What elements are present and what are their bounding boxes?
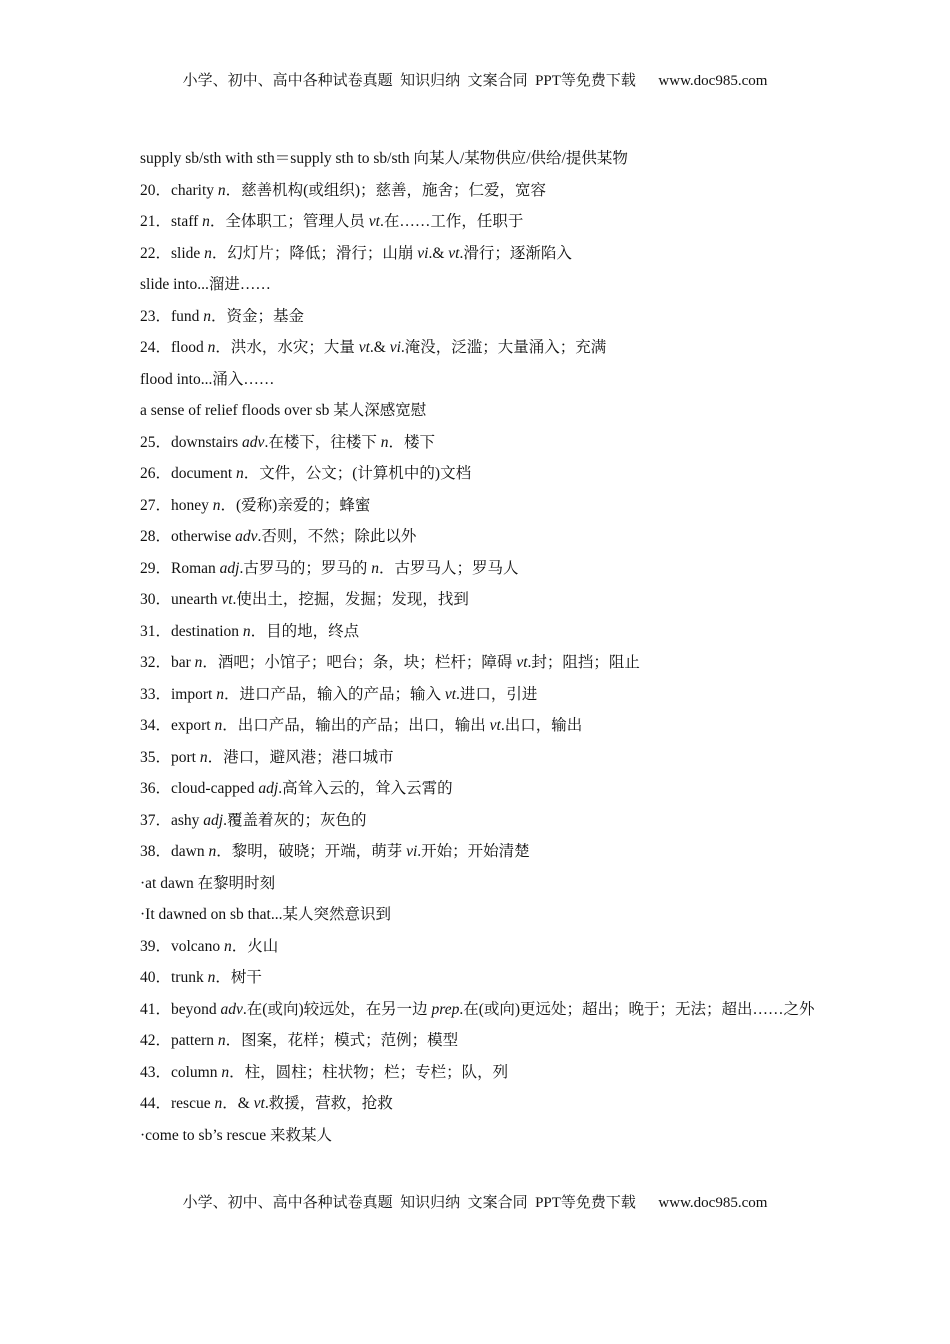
- vocab-line: [140, 679, 812, 711]
- vocab-line: [140, 395, 812, 427]
- part-of-speech: n: [380, 433, 389, 451]
- part-of-speech: adv: [220, 1000, 243, 1018]
- line-text: 21．staff: [140, 213, 203, 230]
- part-of-speech: n: [207, 969, 216, 986]
- part-of-speech: n: [217, 181, 226, 199]
- line-text: ．柱，圆柱；柱状物；栏；专栏；队，列: [229, 1063, 509, 1081]
- line-text: 37．ashy: [140, 811, 204, 829]
- vocab-line: [140, 899, 812, 931]
- line-text: ．资金；基金: [211, 307, 305, 325]
- part-of-speech: n: [242, 622, 251, 640]
- part-of-speech: n: [221, 1063, 230, 1081]
- vocab-line: [140, 143, 812, 175]
- part-of-speech: n: [199, 748, 208, 766]
- line-text: 32．bar: [140, 654, 195, 671]
- line-text: .在(或向)较远处，在另一边: [242, 1000, 432, 1018]
- part-of-speech: n: [371, 559, 379, 577]
- vocab-line: [140, 1057, 812, 1089]
- vocab-line: [140, 553, 812, 585]
- line-text: ．港口，避风港；港口城市: [207, 748, 394, 766]
- vocab-line: [140, 994, 815, 1026]
- line-text: .滑行；逐渐陷入: [459, 244, 572, 262]
- line-text: ．出口产品，输出的产品；出口，输出: [222, 717, 490, 734]
- part-of-speech: n: [236, 465, 244, 482]
- part-of-speech: n: [214, 717, 223, 734]
- part-of-speech: vt: [516, 654, 528, 671]
- line-text: .否则，不然；除此以外: [257, 528, 417, 545]
- line-text: ．全体职工；管理人员: [209, 213, 369, 230]
- line-text: 38．dawn: [140, 843, 209, 860]
- part-of-speech: vt: [444, 685, 457, 703]
- vocab-line: [140, 1120, 812, 1152]
- line-text: ．慈善机构(或组织)；慈善，施舍；仁爱，宽容: [225, 181, 546, 199]
- line-text: .高耸入云的，耸入云霄的: [278, 780, 453, 797]
- part-of-speech: vt: [221, 591, 233, 608]
- line-text: 42．pattern: [140, 1032, 218, 1049]
- vocab-line: [140, 206, 812, 238]
- vocab-line: [140, 175, 812, 207]
- line-text: .在(或向)更远处；超出；晚于；无法；超出……之外: [459, 1000, 815, 1018]
- line-text: 24．flood: [140, 339, 208, 356]
- line-text: .使出土，挖掘，发掘；发现，找到: [232, 591, 469, 608]
- part-of-speech: n: [208, 843, 217, 860]
- part-of-speech: adv: [235, 528, 258, 545]
- line-text: ．酒吧；小馆子；吧台；条，块；栏杆；障碍: [202, 654, 517, 671]
- vocab-line: [140, 301, 812, 333]
- line-text: ．进口产品，输入的产品；输入: [223, 685, 445, 703]
- line-text: .在……工作，任职于: [379, 213, 524, 230]
- line-text: ．文件，公文；(计算机中的)文档: [243, 465, 472, 482]
- line-text: ．洪水，水灾；大量: [215, 339, 359, 356]
- line-text: 23．fund: [140, 307, 204, 325]
- line-text: 30．unearth: [140, 591, 222, 608]
- line-text: .封；阻挡；阻止: [527, 654, 640, 671]
- part-of-speech: n: [204, 244, 212, 262]
- line-text: flood into...涌入……: [140, 370, 275, 388]
- line-text: 31．destination: [140, 622, 243, 640]
- line-text: 27．honey: [140, 496, 213, 514]
- part-of-speech: vt: [368, 213, 380, 230]
- vocab-line: [140, 238, 812, 270]
- vocab-line: [140, 584, 812, 616]
- vocab-line: [140, 427, 812, 459]
- part-of-speech: n: [223, 937, 232, 955]
- vocab-line: [140, 269, 812, 301]
- line-text: a sense of relief floods over sb 某人深感宽慰: [140, 402, 427, 419]
- vocab-line: [140, 364, 812, 396]
- line-text: 36．cloud-capped: [140, 780, 259, 797]
- line-text: .&: [428, 244, 449, 262]
- part-of-speech: vi: [406, 843, 418, 860]
- line-text: ．幻灯片；降低；滑行；山崩: [211, 244, 418, 262]
- line-text: 44．rescue: [140, 1095, 215, 1112]
- part-of-speech: n: [194, 654, 203, 671]
- line-text: ．目的地，终点: [250, 622, 360, 640]
- line-text: ．古罗马人；罗马人: [378, 559, 519, 577]
- vocab-line: [140, 521, 812, 553]
- line-text: ．楼下: [388, 433, 435, 451]
- line-text: ．火山: [231, 937, 279, 955]
- line-text: 33．import: [140, 685, 217, 703]
- line-text: .出口，输出: [500, 717, 583, 734]
- part-of-speech: n: [216, 685, 224, 703]
- line-text: 39．volcano: [140, 937, 224, 955]
- page-header: 小学、初中、高中各种试卷真题 知识归纳 文案合同 PPT等免费下载 www.doc985.com: [182, 73, 768, 89]
- line-text: .进口，引进: [456, 685, 538, 703]
- line-text: .&: [369, 339, 390, 356]
- line-text: 26．document: [140, 465, 236, 482]
- part-of-speech: n: [203, 307, 212, 325]
- line-text: .淹没，泛滥；大量涌入；充满: [400, 339, 607, 356]
- vocab-line: [140, 490, 812, 522]
- vocab-line: [140, 458, 812, 490]
- line-text: 29．Roman: [140, 559, 220, 577]
- line-text: 25．downstairs: [140, 433, 243, 451]
- vocab-line: [140, 1025, 812, 1057]
- line-text: 40．trunk: [140, 969, 208, 986]
- vocab-line: [140, 332, 812, 364]
- line-text: .古罗马的；罗马的: [239, 559, 372, 577]
- line-text: 22．slide: [140, 244, 205, 262]
- part-of-speech: adj: [219, 559, 240, 577]
- part-of-speech: n: [212, 496, 221, 514]
- part-of-speech: adj: [203, 811, 224, 829]
- line-text: ·It dawned on sb that...某人突然意识到: [140, 906, 391, 923]
- part-of-speech: n: [217, 1032, 226, 1049]
- line-text: ．图案，花样；模式；范例；模型: [225, 1032, 459, 1049]
- line-text: 43．column: [140, 1063, 222, 1081]
- line-text: ．(爱称)亲爱的；蜂蜜: [220, 496, 371, 514]
- part-of-speech: vt: [489, 717, 501, 734]
- line-text: ．树干: [215, 969, 262, 986]
- line-text: ．黎明，破晓；开端，萌芽: [216, 843, 407, 860]
- vocab-line: [140, 1088, 812, 1120]
- part-of-speech: vt: [448, 244, 460, 262]
- line-text: 41．beyond: [140, 1000, 221, 1018]
- vocab-line: [140, 742, 812, 774]
- line-text: 34．export: [140, 717, 215, 734]
- part-of-speech: n: [214, 1095, 223, 1112]
- vocab-line: [140, 962, 812, 994]
- vocab-line: [140, 868, 812, 900]
- line-text: 20．charity: [140, 181, 218, 199]
- line-text: 28．otherwise: [140, 528, 236, 545]
- line-text: .覆盖着灰的；灰色的: [223, 811, 367, 829]
- vocab-line: [140, 710, 812, 742]
- part-of-speech: n: [207, 339, 216, 356]
- vocab-line: [140, 647, 812, 679]
- part-of-speech: vt: [358, 339, 370, 356]
- line-text: .开始；开始清楚: [417, 843, 530, 860]
- vocab-line: [140, 616, 812, 648]
- vocab-line: [140, 773, 812, 805]
- line-text: slide into...溜进……: [140, 276, 271, 293]
- part-of-speech: prep: [431, 1000, 460, 1018]
- vocab-line: [140, 931, 812, 963]
- line-text: ．&: [222, 1095, 254, 1112]
- part-of-speech: adv: [242, 433, 265, 451]
- part-of-speech: n: [202, 213, 210, 230]
- vocab-line: [140, 836, 812, 868]
- part-of-speech: vi: [389, 339, 401, 356]
- line-text: .在楼下，往楼下: [264, 433, 381, 451]
- line-text: .救援，营救，抢救: [264, 1095, 393, 1112]
- page-footer: 小学、初中、高中各种试卷真题 知识归纳 文案合同 PPT等免费下载 www.doc985.com: [182, 1195, 768, 1211]
- part-of-speech: vt: [253, 1095, 265, 1112]
- line-text: 35．port: [140, 748, 200, 766]
- vocabulary-list: [140, 143, 815, 1151]
- line-text: ·at dawn 在黎明时刻: [140, 874, 276, 892]
- part-of-speech: vi: [417, 244, 429, 262]
- vocab-line: [140, 805, 812, 837]
- part-of-speech: adj: [258, 780, 279, 797]
- line-text: ·come to sb’s rescue 来救某人: [140, 1126, 332, 1144]
- line-text: supply sb/sth with sth＝supply sth to sb/sth 向某人/某物供应/供给/提供某物: [140, 150, 628, 167]
